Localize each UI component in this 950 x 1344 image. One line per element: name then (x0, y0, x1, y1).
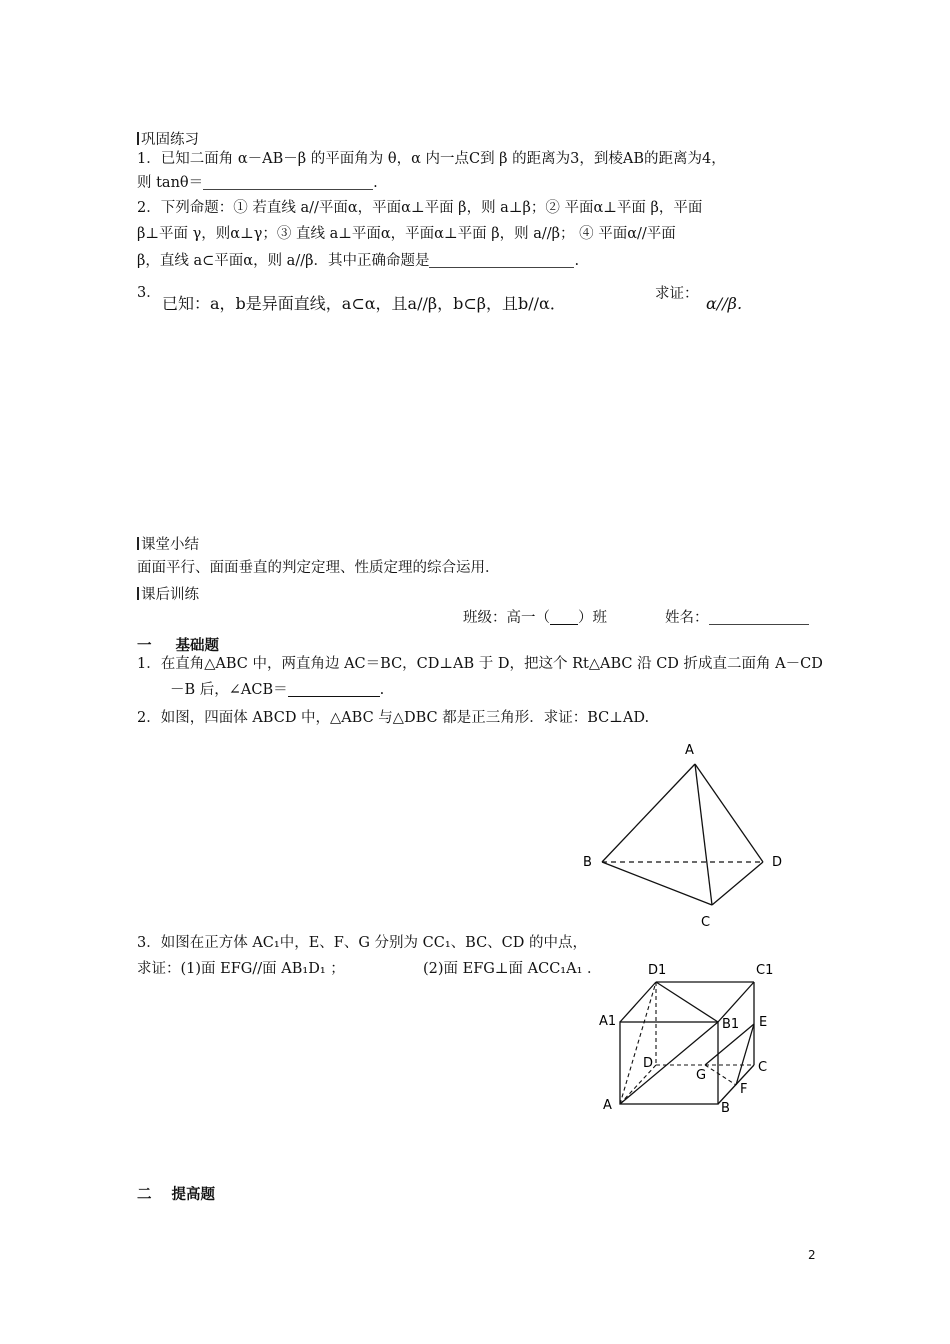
exercise-1-line-1: 1．已知二面角 α－AB－β 的平面角为 θ，α 内一点C到 β 的距离为3，到棱AB的距离为4， (137, 151, 726, 167)
page-number: 2 (808, 1248, 816, 1262)
class-blank (550, 610, 578, 625)
segment-d1b1 (656, 982, 718, 1022)
heading-marker (137, 587, 139, 600)
basic-1-prompt: －B 后，∠ACB＝ (170, 682, 288, 698)
edge-ab (602, 764, 695, 862)
heading-text: 课堂小结 (141, 537, 199, 553)
advanced-number: 二 (137, 1187, 152, 1203)
exercise-2-line-3: β，直线 a⊂平面α，则 a//β．其中正确命题是 . (137, 253, 580, 269)
class-suffix: ）班 (578, 610, 607, 626)
vertex-label-c: C (701, 915, 711, 930)
segment-gf-hidden (705, 1065, 736, 1085)
point-label-g: G (696, 1068, 707, 1083)
basic-3-line-1: 3．如图在正方体 AC₁中，E、F、G 分别为 CC₁、BC、CD 的中点， (137, 935, 588, 951)
vertex-label-c: C (758, 1060, 768, 1075)
vertex-label-a1: A1 (599, 1014, 617, 1029)
name-label: 姓名： (665, 610, 709, 626)
point-label-e: E (759, 1015, 768, 1030)
name-blank (709, 610, 809, 625)
segment-ef (736, 1024, 754, 1085)
basic-3-part-1: 求证：(1)面 EFG//面 AB₁D₁ ； (137, 961, 345, 977)
exercise-3-statement: 已知：a，b是异面直线，a⊂α，且a//β，b⊂β，且b//α． (162, 294, 566, 313)
basic-number: 一 (137, 638, 152, 654)
point-label-f: F (740, 1082, 748, 1097)
advanced-heading (137, 1183, 215, 1204)
segment-ab1 (620, 1022, 718, 1104)
exercise-2-line-1: 2．下列命题：① 若直线 a//平面α，平面α⊥平面 β，则 a⊥β；② 平面α⊥平面 β，平面 (137, 200, 703, 216)
basic-1-line-2: －B 后，∠ACB＝ . (170, 682, 385, 698)
class-field (463, 608, 607, 628)
exercise-3-prove-statement: α//β． (706, 294, 753, 313)
name-field (665, 608, 809, 628)
edge-bc (602, 862, 712, 905)
exercise-2-prompt: β，直线 a⊂平面α，则 a//β．其中正确命题是 (137, 253, 430, 269)
answer-blank (203, 175, 373, 190)
advanced-title: 提高题 (171, 1187, 215, 1203)
class-label: 班级：高一（ (463, 610, 550, 626)
basic-3-part-2: (2)面 EFG⊥面 ACC₁A₁ ． (423, 961, 602, 977)
section-heading-consolidation (137, 128, 199, 149)
heading-text: 巩固练习 (141, 132, 199, 148)
exercise-2-line-2: β⊥平面 γ，则α⊥γ；③ 直线 a⊥平面α，平面α⊥平面 β，则 a//β； ④ 平面α//平面 (137, 226, 676, 242)
section-heading-summary (137, 533, 199, 554)
heading-marker (137, 132, 139, 145)
vertex-label-b1: B1 (722, 1017, 740, 1032)
basic-heading (137, 634, 219, 655)
vertex-label-b: B (721, 1101, 730, 1116)
vertex-label-c1: C1 (756, 963, 774, 978)
vertex-label-d1: D1 (648, 963, 667, 978)
answer-blank (429, 253, 574, 268)
heading-text: 课后训练 (141, 587, 199, 603)
edge-dc (712, 862, 763, 905)
exercise-3-number: 3． (137, 285, 161, 301)
basic-2: 2．如图，四面体 ABCD 中，△ABC 与△DBC 都是正三角形．求证：BC⊥AD. (137, 710, 650, 726)
exercise-3-prove-label: 求证： (655, 286, 699, 302)
vertex-label-a: A (685, 743, 694, 758)
section-heading-homework (137, 583, 199, 604)
basic-1-line-1: 1．在直角△ABC 中，两直角边 AC＝BC，CD⊥AB 于 D，把这个 Rt△ABC 沿 CD 折成直二面角 A－CD (137, 656, 823, 672)
vertex-label-d: D (772, 855, 783, 870)
vertex-label-b: B (583, 855, 592, 870)
tetrahedron-figure (575, 738, 795, 933)
basic-title: 基础题 (175, 638, 219, 654)
heading-marker (137, 537, 139, 550)
answer-blank (288, 682, 380, 697)
segment-ad1-hidden (620, 982, 656, 1104)
edge-b1c1 (718, 982, 754, 1022)
cube-figure (590, 955, 780, 1120)
summary-text: 面面平行、面面垂直的判定定理、性质定理的综合运用． (137, 560, 500, 576)
vertex-label-a: A (603, 1098, 612, 1113)
exercise-1-line-2: 则 tanθ＝ . (137, 175, 378, 191)
exercise-1-prompt: 则 tanθ＝ (137, 175, 204, 191)
vertex-label-d: D (643, 1056, 654, 1071)
